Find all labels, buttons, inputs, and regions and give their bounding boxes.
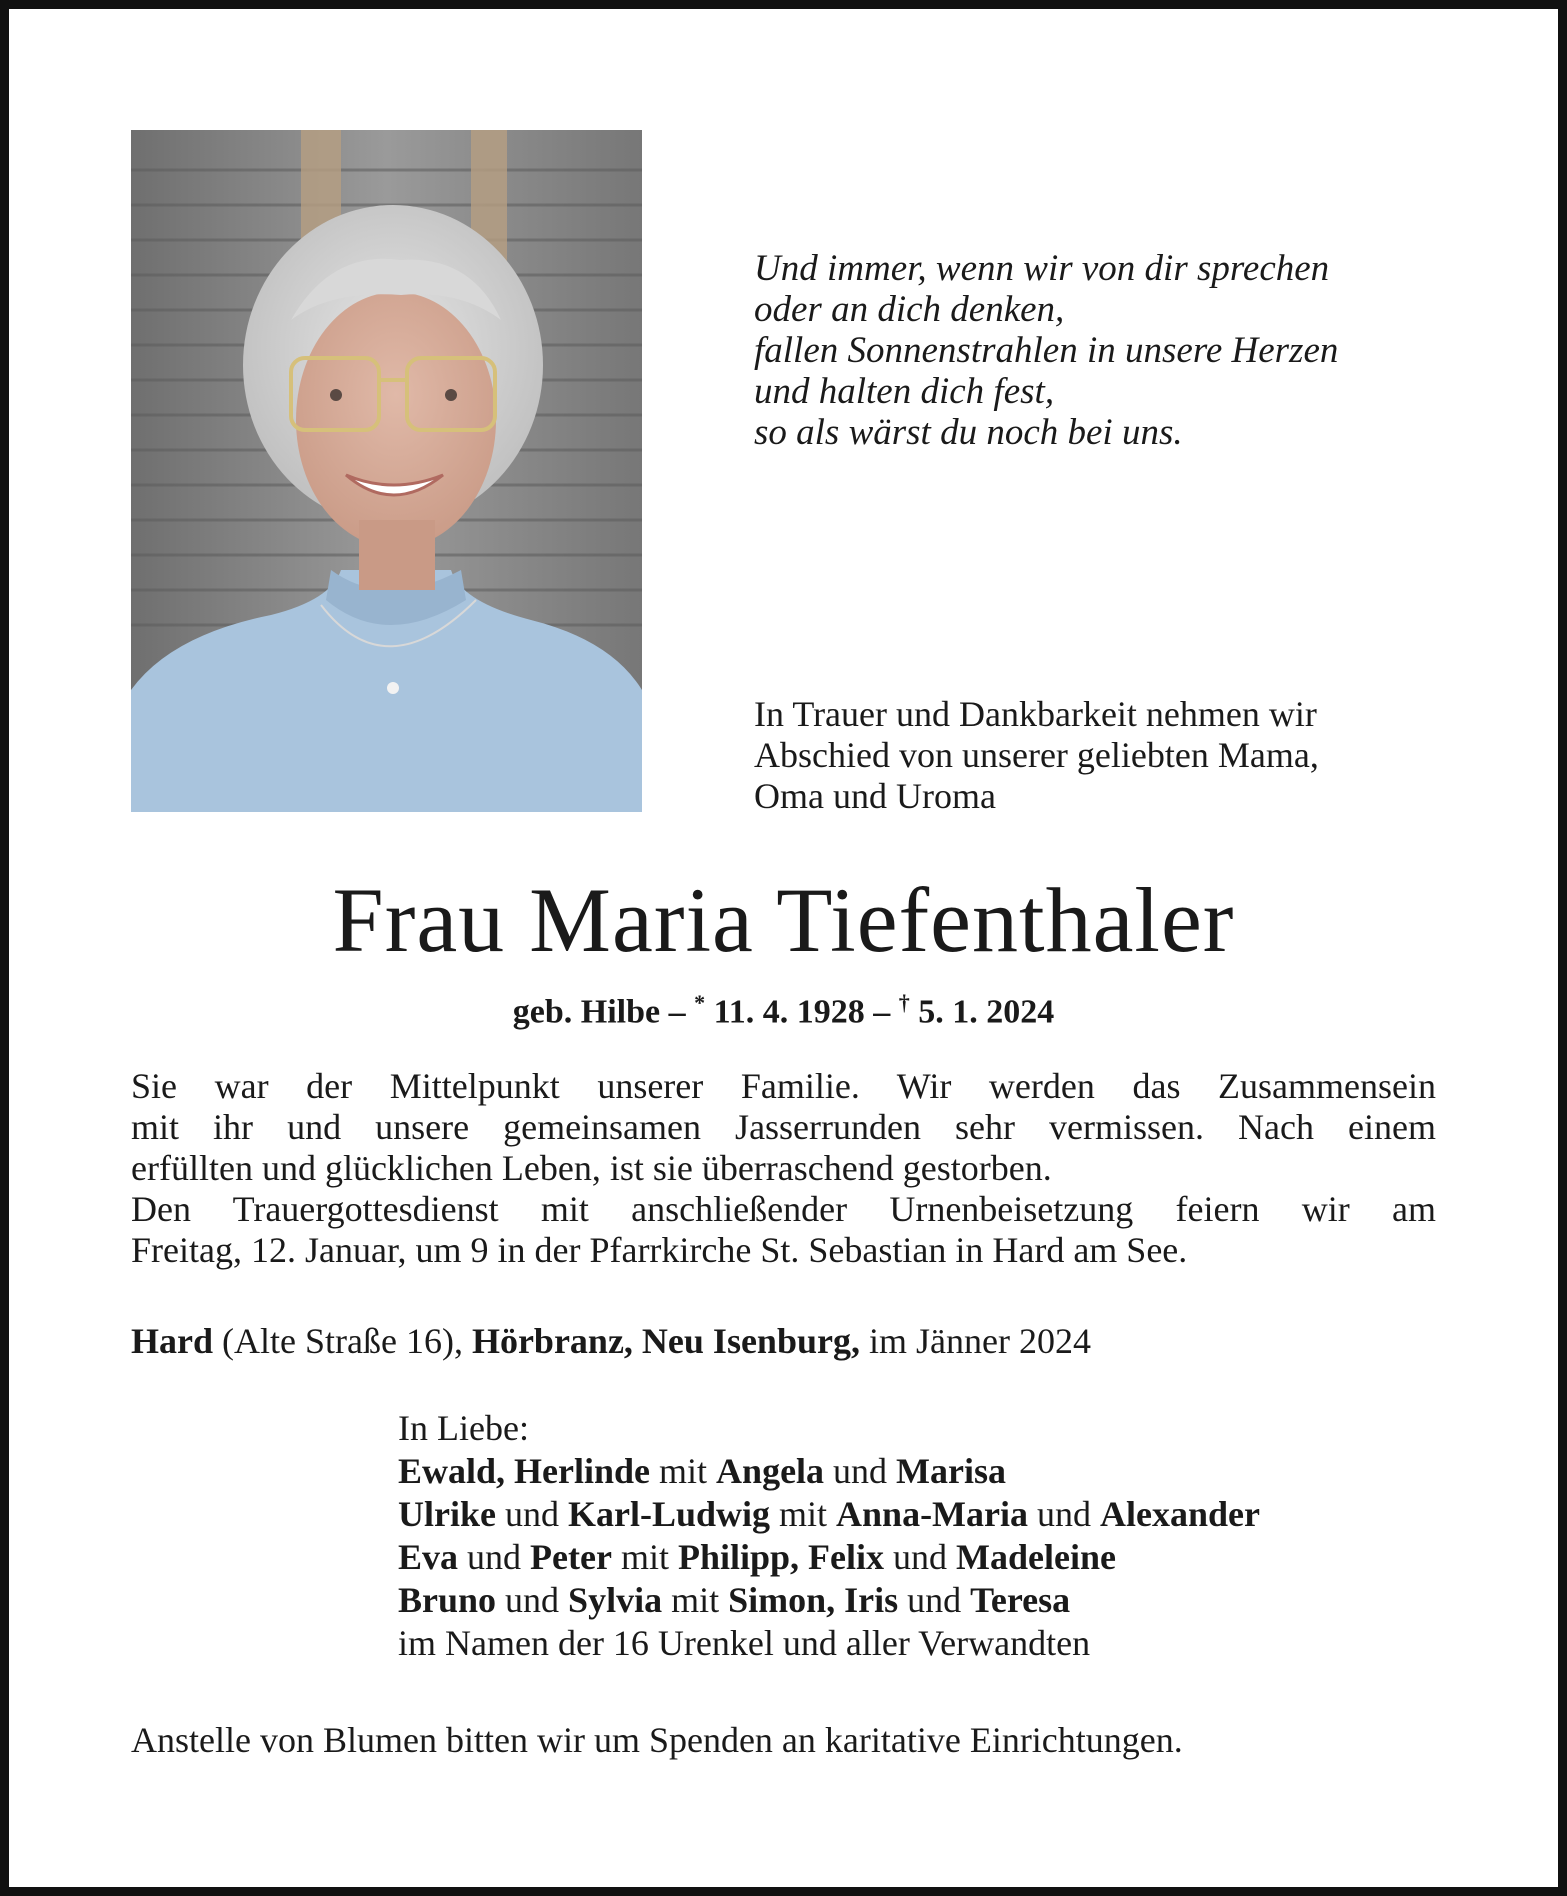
family-member-name: Sylvia bbox=[568, 1580, 663, 1620]
body-line: Freitag, 12. Januar, um 9 in der Pfarrkirche St. Sebastian in Hard am See. bbox=[131, 1230, 1188, 1270]
connector-text: mit bbox=[770, 1494, 837, 1534]
connector-text: und bbox=[496, 1580, 569, 1620]
family-member-name: Karl-Ludwig bbox=[567, 1494, 771, 1534]
verse-line: oder an dich denken, bbox=[754, 289, 1065, 330]
connector-text: und bbox=[495, 1494, 568, 1534]
obituary-text bbox=[131, 1066, 1436, 1271]
family-member-name: Marisa bbox=[896, 1451, 1007, 1491]
body-line: erfüllten und glücklichen Leben, ist sie überraschend gestorben. bbox=[131, 1148, 1052, 1188]
announcement-intro bbox=[754, 694, 1474, 817]
address: (Alte Straße 16), bbox=[213, 1321, 472, 1361]
family-heading: In Liebe: bbox=[398, 1408, 529, 1448]
family-member-name: Ulrike bbox=[398, 1494, 496, 1534]
family-member-name: Simon, Iris bbox=[728, 1580, 899, 1620]
connector-text: und bbox=[458, 1537, 531, 1577]
connector-text: mit bbox=[662, 1580, 729, 1620]
closing-note: Anstelle von Blumen bitten wir um Spenden an karitative Einrichtungen. bbox=[131, 1720, 1183, 1760]
family-line bbox=[398, 1536, 1478, 1579]
body-line: Den Trauergottesdienst mit anschließender Urnenbeisetzung feiern wir am bbox=[131, 1189, 1436, 1229]
family-member-name: Philipp, Felix bbox=[677, 1537, 884, 1577]
memorial-verse bbox=[754, 248, 1474, 453]
family-member-name: Angela bbox=[716, 1451, 825, 1491]
other-places: Hörbranz, Neu Isenburg, bbox=[471, 1321, 860, 1361]
family-member-name: Peter bbox=[530, 1537, 612, 1577]
place-and-date bbox=[131, 1321, 1436, 1362]
family-line bbox=[398, 1579, 1478, 1622]
dash: – bbox=[660, 993, 695, 1031]
intro-line: Oma und Uroma bbox=[754, 776, 996, 816]
family-line bbox=[398, 1622, 1478, 1665]
body-line: mit ihr und unsere gemeinsamen Jasserrunden sehr vermissen. Nach einem bbox=[131, 1107, 1436, 1147]
verse-line: und halten dich fest, bbox=[754, 371, 1055, 412]
connector-text: mit bbox=[650, 1451, 717, 1491]
dash: – bbox=[864, 993, 899, 1031]
death-symbol: † bbox=[898, 990, 910, 1015]
family-member-name: Teresa bbox=[970, 1580, 1071, 1620]
deceased-name: Frau Maria Tiefenthaler bbox=[332, 869, 1235, 971]
family-member-name: Eva bbox=[398, 1537, 459, 1577]
family-mourners bbox=[398, 1407, 1478, 1665]
connector-text: und bbox=[884, 1537, 956, 1577]
family-line bbox=[398, 1450, 1478, 1493]
family-member-name: Madeleine bbox=[956, 1537, 1116, 1577]
family-line bbox=[398, 1493, 1478, 1536]
issue-date: im Jänner 2024 bbox=[859, 1321, 1091, 1361]
death-date: 5. 1. 2024 bbox=[909, 993, 1055, 1031]
place-hard: Hard bbox=[131, 1321, 214, 1361]
intro-line: In Trauer und Dankbarkeit nehmen wir bbox=[754, 694, 1317, 734]
birth-symbol: * bbox=[694, 990, 706, 1015]
verse-line: Und immer, wenn wir von dir sprechen bbox=[754, 248, 1330, 289]
maiden-name: geb. Hilbe bbox=[512, 993, 661, 1031]
connector-text: im Namen der 16 Urenkel und aller Verwandten bbox=[398, 1623, 1091, 1663]
family-member-name: Alexander bbox=[1100, 1494, 1261, 1534]
connector-text: und bbox=[898, 1580, 971, 1620]
family-member-name: Anna-Maria bbox=[836, 1494, 1029, 1534]
family-lines bbox=[398, 1450, 1478, 1665]
connector-text: und bbox=[824, 1451, 897, 1491]
intro-line: Abschied von unserer geliebten Mama, bbox=[754, 735, 1319, 775]
birth-date: 11. 4. 1928 bbox=[705, 993, 865, 1031]
connector-text: und bbox=[1028, 1494, 1101, 1534]
verse-line: so als wärst du noch bei uns. bbox=[754, 412, 1183, 453]
life-dates bbox=[0, 983, 1567, 1032]
body-line: Sie war der Mittelpunkt unserer Familie. Wir werden das Zusammensein bbox=[131, 1066, 1436, 1106]
portrait-photo bbox=[131, 130, 642, 812]
family-member-name: Ewald, Herlinde bbox=[398, 1451, 651, 1491]
verse-line: fallen Sonnenstrahlen in unsere Herzen bbox=[754, 330, 1339, 371]
family-member-name: Bruno bbox=[398, 1580, 497, 1620]
connector-text: mit bbox=[611, 1537, 678, 1577]
